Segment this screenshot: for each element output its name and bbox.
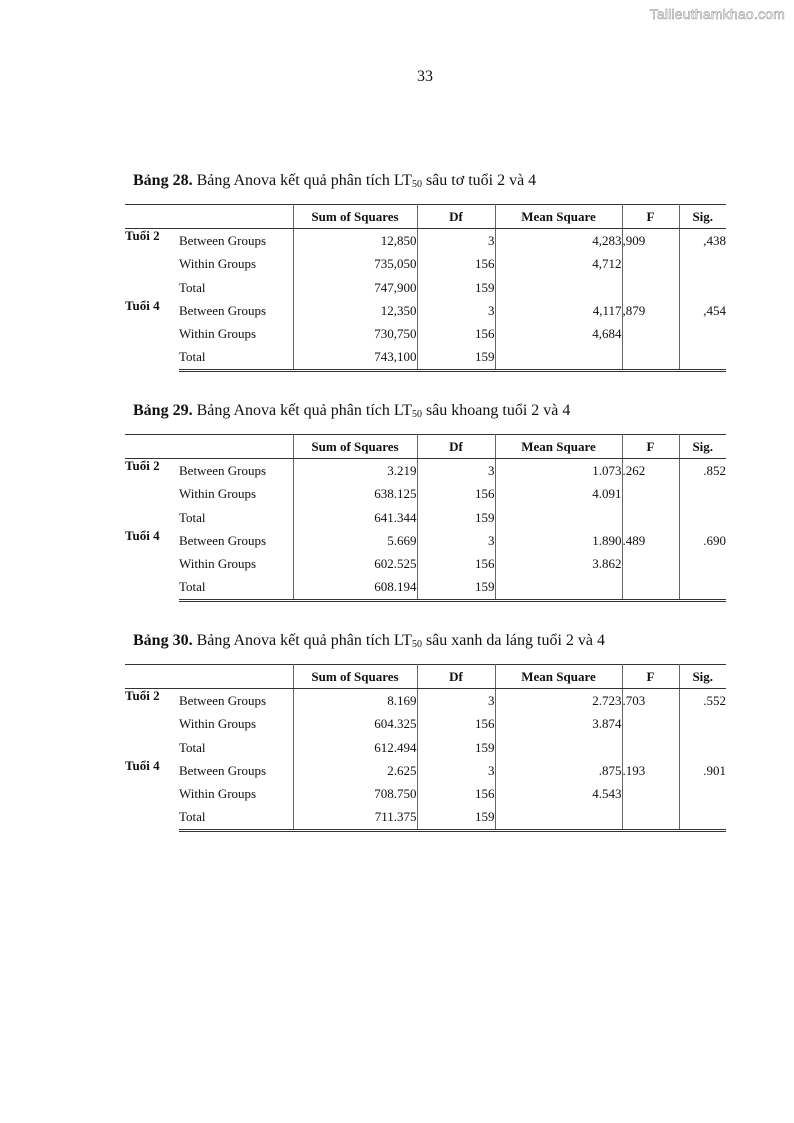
- anova-table-30: [125, 664, 726, 832]
- ss-cell: 747,900: [293, 276, 417, 299]
- source-cell: Within Groups: [179, 713, 293, 736]
- sig-cell: [679, 346, 726, 371]
- sig-cell: [679, 322, 726, 345]
- source-cell: Total: [179, 736, 293, 759]
- f-cell: [622, 506, 679, 529]
- header-row: [125, 205, 726, 229]
- source-cell: Total: [179, 806, 293, 831]
- sig-cell: [679, 506, 726, 529]
- source-cell: Between Groups: [179, 299, 293, 322]
- col-header-source: [179, 665, 293, 689]
- df-cell: 3: [417, 759, 495, 782]
- table-row: [125, 689, 726, 713]
- col-header-df: Df: [417, 205, 495, 229]
- ss-cell: 12,350: [293, 299, 417, 322]
- col-header-source: [179, 205, 293, 229]
- col-header-sum-of-squares: Sum of Squares: [293, 435, 417, 459]
- table-row: [125, 529, 726, 552]
- ms-cell: 1.890: [495, 529, 622, 552]
- ss-cell: 711.375: [293, 806, 417, 831]
- sig-cell: [679, 736, 726, 759]
- f-cell: [622, 806, 679, 831]
- ms-cell: .875: [495, 759, 622, 782]
- ss-cell: 2.625: [293, 759, 417, 782]
- ms-cell: 4,684: [495, 322, 622, 345]
- group-label: Tuổi 4: [125, 528, 160, 544]
- f-cell: .262: [622, 459, 679, 483]
- ss-cell: 730,750: [293, 322, 417, 345]
- table-29-caption: [133, 402, 570, 420]
- f-cell: ,879: [622, 299, 679, 322]
- ss-cell: 641.344: [293, 506, 417, 529]
- col-header-sum-of-squares: Sum of Squares: [293, 665, 417, 689]
- f-cell: [622, 736, 679, 759]
- ss-cell: 8.169: [293, 689, 417, 713]
- source-cell: Within Groups: [179, 782, 293, 805]
- ms-cell: [495, 576, 622, 601]
- watermark: Tailieuthamkhao.com: [649, 6, 785, 22]
- col-header-sig: Sig.: [679, 205, 726, 229]
- col-header-f: F: [622, 435, 679, 459]
- source-cell: Between Groups: [179, 229, 293, 253]
- table-label: Bảng 28.: [133, 172, 193, 189]
- df-cell: 3: [417, 299, 495, 322]
- table-title: Bảng Anova kết quả phân tích LT: [192, 172, 412, 189]
- col-header-mean-square: Mean Square: [495, 665, 622, 689]
- source-cell: Total: [179, 576, 293, 601]
- df-cell: 159: [417, 276, 495, 299]
- sig-cell: .852: [703, 462, 726, 478]
- ss-cell: 735,050: [293, 253, 417, 276]
- f-cell: [622, 713, 679, 736]
- anova-table-28: [125, 204, 726, 372]
- df-cell: 3: [417, 229, 495, 253]
- page-number: 33: [417, 68, 433, 85]
- table-title: Bảng Anova kết quả phân tích LT: [192, 632, 412, 649]
- table-row: [125, 782, 726, 805]
- table-row: [125, 276, 726, 299]
- col-header-sum-of-squares: Sum of Squares: [293, 205, 417, 229]
- table-label: Bảng 30.: [133, 632, 193, 649]
- df-cell: 3: [417, 529, 495, 552]
- source-cell: Between Groups: [179, 759, 293, 782]
- df-cell: 156: [417, 322, 495, 345]
- source-cell: Within Groups: [179, 552, 293, 575]
- f-cell: [622, 346, 679, 371]
- df-cell: 159: [417, 346, 495, 371]
- f-cell: .193: [622, 759, 679, 782]
- sig-cell: [679, 806, 726, 831]
- col-header-mean-square: Mean Square: [495, 435, 622, 459]
- df-cell: 159: [417, 806, 495, 831]
- ss-cell: 3.219: [293, 459, 417, 483]
- col-header-group: [125, 435, 179, 459]
- header-row: [125, 665, 726, 689]
- ss-cell: 602.525: [293, 552, 417, 575]
- source-cell: Within Groups: [179, 483, 293, 506]
- ss-cell: 5.669: [293, 529, 417, 552]
- group-label: Tuổi 4: [125, 758, 160, 774]
- ms-cell: [495, 806, 622, 831]
- sig-cell: [679, 552, 726, 575]
- sig-cell: [679, 713, 726, 736]
- df-cell: 3: [417, 689, 495, 713]
- ms-cell: 4.091: [495, 483, 622, 506]
- ms-cell: [495, 506, 622, 529]
- df-cell: 159: [417, 736, 495, 759]
- table-28-caption: [133, 172, 536, 190]
- table-row: [125, 483, 726, 506]
- table-title-suffix: sâu xanh da láng tuổi 2 và 4: [421, 632, 606, 649]
- group-label: Tuổi 2: [125, 228, 160, 244]
- f-cell: ,909: [622, 229, 679, 253]
- sig-cell: [679, 782, 726, 805]
- table-row: [125, 229, 726, 253]
- source-cell: Total: [179, 346, 293, 371]
- ss-cell: 604.325: [293, 713, 417, 736]
- table-row: [125, 506, 726, 529]
- ms-cell: 2.723: [495, 689, 622, 713]
- ms-cell: [495, 276, 622, 299]
- ms-cell: [495, 736, 622, 759]
- table-30-caption: [133, 632, 605, 650]
- col-header-df: Df: [417, 665, 495, 689]
- source-cell: Between Groups: [179, 529, 293, 552]
- col-header-source: [179, 435, 293, 459]
- table-row: [125, 576, 726, 601]
- table-row: [125, 253, 726, 276]
- ms-cell: [495, 346, 622, 371]
- sig-cell: [679, 276, 726, 299]
- df-cell: 156: [417, 782, 495, 805]
- table-row: [125, 299, 726, 322]
- table-label: Bảng 29.: [133, 402, 193, 419]
- ms-cell: 4,712: [495, 253, 622, 276]
- anova-table-29: [125, 434, 726, 602]
- table-title-subscript: 50: [411, 179, 422, 190]
- col-header-sig: Sig.: [679, 435, 726, 459]
- ms-cell: 3.874: [495, 713, 622, 736]
- col-header-group: [125, 205, 179, 229]
- ms-cell: 1.073: [495, 459, 622, 483]
- sig-cell: [679, 483, 726, 506]
- table-row: [125, 713, 726, 736]
- group-label: Tuổi 2: [125, 688, 160, 704]
- source-cell: Total: [179, 276, 293, 299]
- df-cell: 156: [417, 483, 495, 506]
- f-cell: [622, 483, 679, 506]
- col-header-group: [125, 665, 179, 689]
- table-title-subscript: 50: [411, 409, 422, 420]
- sig-cell: .552: [703, 692, 726, 708]
- df-cell: 159: [417, 576, 495, 601]
- ms-cell: 4,283: [495, 229, 622, 253]
- table-row: [125, 759, 726, 782]
- sig-cell: .690: [703, 532, 726, 548]
- ss-cell: 743,100: [293, 346, 417, 371]
- ms-cell: 3.862: [495, 552, 622, 575]
- ss-cell: 638.125: [293, 483, 417, 506]
- sig-cell: ,438: [703, 232, 726, 248]
- ss-cell: 12,850: [293, 229, 417, 253]
- df-cell: 159: [417, 506, 495, 529]
- df-cell: 156: [417, 713, 495, 736]
- ss-cell: 612.494: [293, 736, 417, 759]
- table-row: [125, 459, 726, 483]
- table-title: Bảng Anova kết quả phân tích LT: [192, 402, 412, 419]
- group-label: Tuổi 4: [125, 298, 160, 314]
- col-header-sig: Sig.: [679, 665, 726, 689]
- f-cell: [622, 322, 679, 345]
- source-cell: Total: [179, 506, 293, 529]
- sig-cell: .901: [703, 762, 726, 778]
- col-header-df: Df: [417, 435, 495, 459]
- df-cell: 156: [417, 253, 495, 276]
- col-header-f: F: [622, 205, 679, 229]
- table-title-suffix: sâu khoang tuổi 2 và 4: [421, 402, 571, 419]
- ms-cell: 4,117: [495, 299, 622, 322]
- source-cell: Within Groups: [179, 322, 293, 345]
- col-header-mean-square: Mean Square: [495, 205, 622, 229]
- f-cell: [622, 552, 679, 575]
- f-cell: [622, 253, 679, 276]
- sig-cell: ,454: [703, 302, 726, 318]
- table-row: [125, 552, 726, 575]
- header-row: [125, 435, 726, 459]
- f-cell: [622, 576, 679, 601]
- df-cell: 156: [417, 552, 495, 575]
- sig-cell: [679, 253, 726, 276]
- table-row: [125, 806, 726, 831]
- source-cell: Within Groups: [179, 253, 293, 276]
- table-title-suffix: sâu tơ tuổi 2 và 4: [421, 172, 537, 189]
- ss-cell: 708.750: [293, 782, 417, 805]
- table-row: [125, 346, 726, 371]
- f-cell: [622, 276, 679, 299]
- ms-cell: 4.543: [495, 782, 622, 805]
- f-cell: .703: [622, 689, 679, 713]
- table-row: [125, 736, 726, 759]
- group-label: Tuổi 2: [125, 458, 160, 474]
- f-cell: .489: [622, 529, 679, 552]
- source-cell: Between Groups: [179, 459, 293, 483]
- ss-cell: 608.194: [293, 576, 417, 601]
- table-row: [125, 322, 726, 345]
- sig-cell: [679, 576, 726, 601]
- df-cell: 3: [417, 459, 495, 483]
- table-title-subscript: 50: [411, 639, 422, 650]
- col-header-f: F: [622, 665, 679, 689]
- source-cell: Between Groups: [179, 689, 293, 713]
- f-cell: [622, 782, 679, 805]
